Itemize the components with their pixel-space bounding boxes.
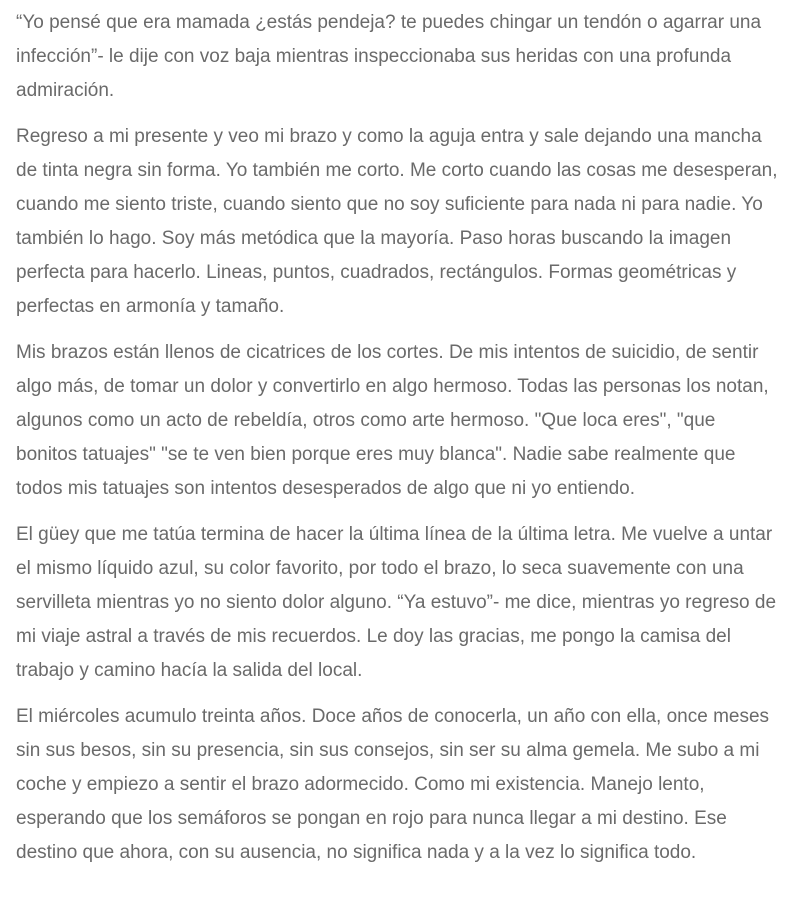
paragraph-5: El miércoles acumulo treinta años. Doce años de conocerla, un año con ella, once meses sin sus besos, sin su presencia, sin sus consejos, sin ser su alma gemela. Me subo a mi coche y empiezo a sentir el brazo adormecido. Como mi existencia. Manejo lento, esperando que los semáforos se pongan en rojo para nunca llegar a mi destino. Ese destino que ahora, con su ausencia, no significa nada y a la vez lo significa todo. [16, 706, 770, 863]
paragraph-4: El güey que me tatúa termina de hacer la última línea de la última letra. Me vuelve a untar el mismo líquido azul, su color favorito, por todo el brazo, lo seca suavemente con una servilleta mientras yo no siento dolor alguno. “Ya estuvo”- me dice, mientras yo regreso de mi viaje astral a través de mis recuerdos. Le doy las gracias, me pongo la camisa del trabajo y camino hacía la salida del local. [16, 524, 777, 681]
paragraph-3: Mis brazos están llenos de cicatrices de los cortes. De mis intentos de suicidio, de sentir algo más, de tomar un dolor y convertirlo en algo hermoso. Todas las personas los notan, algunos como un acto de rebeldía, otros como arte hermoso. "Que loca eres", "que bonitos tatuajes" "se te ven bien porque eres muy blanca". Nadie sabe realmente que todos mis tatuajes son intentos desesperados de algo que ni yo entiendo. [16, 342, 769, 499]
paragraph-1: “Yo pensé que era mamada ¿estás pendeja? te puedes chingar un tendón o agarrar una infección”- le dije con voz baja mientras inspeccionaba sus heridas con una profunda admiración. [16, 12, 762, 101]
paragraph-2: Regreso a mi presente y veo mi brazo y como la aguja entra y sale dejando una mancha de tinta negra sin forma. Yo también me corto. Me corto cuando las cosas me desesperan, cuando me siento triste, cuando siento que no soy suficiente para nada ni para nadie. Yo también lo hago. Soy más metódica que la mayoría. Paso horas buscando la imagen perfecta para hacerlo. Lineas, puntos, cuadrados, rectángulos. Formas geométricas y perfectas en armonía y tamaño. [16, 126, 778, 317]
